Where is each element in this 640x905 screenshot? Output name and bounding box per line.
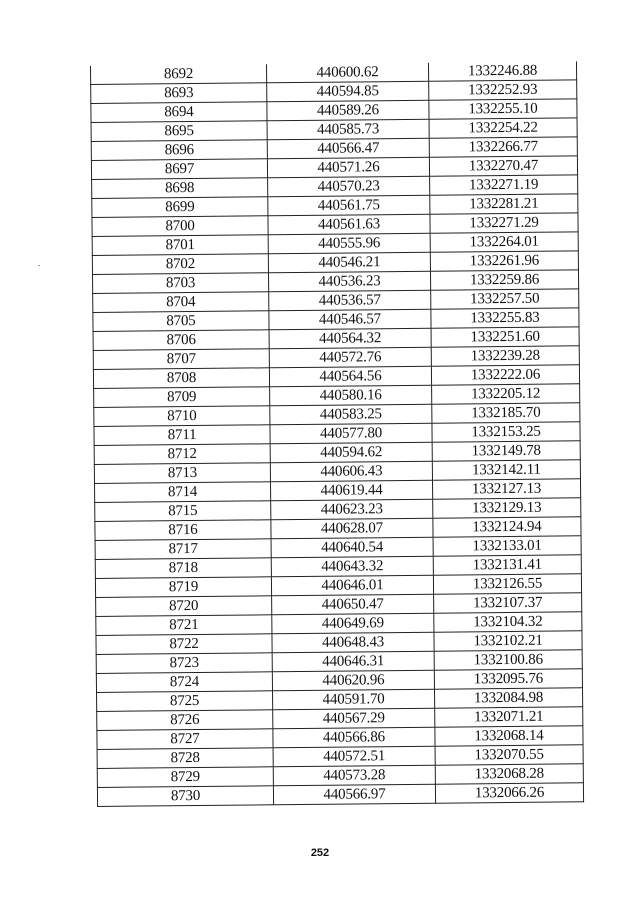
point-number-cell: 8713 xyxy=(94,463,270,484)
point-number-cell: 8707 xyxy=(93,349,269,370)
y-coordinate-cell: 1332261.96 xyxy=(430,251,578,271)
point-number-cell: 8729 xyxy=(97,767,273,788)
scan-speck xyxy=(38,265,40,266)
y-coordinate-cell: 1332100.86 xyxy=(434,650,582,670)
point-number-cell: 8695 xyxy=(91,121,267,142)
x-coordinate-cell: 440564.32 xyxy=(269,328,431,349)
x-coordinate-cell: 440646.01 xyxy=(271,575,433,596)
x-coordinate-cell: 440620.96 xyxy=(272,670,434,691)
point-number-cell: 8711 xyxy=(94,425,270,446)
x-coordinate-cell: 440623.23 xyxy=(271,499,433,520)
y-coordinate-cell: 1332066.26 xyxy=(435,783,583,803)
x-coordinate-cell: 440646.31 xyxy=(272,651,434,672)
x-coordinate-cell: 440619.44 xyxy=(270,480,432,501)
y-coordinate-cell: 1332102.21 xyxy=(434,631,582,651)
x-coordinate-cell: 440580.16 xyxy=(270,385,432,406)
x-coordinate-cell: 440583.25 xyxy=(270,404,432,425)
x-coordinate-cell: 440572.76 xyxy=(269,347,431,368)
x-coordinate-cell: 440577.80 xyxy=(270,423,432,444)
point-number-cell: 8730 xyxy=(97,786,273,807)
x-coordinate-cell: 440640.54 xyxy=(271,537,433,558)
coordinate-table xyxy=(90,61,584,807)
point-number-cell: 8697 xyxy=(91,159,267,180)
x-coordinate-cell: 440591.70 xyxy=(273,689,435,710)
point-number-cell: 8726 xyxy=(97,710,273,731)
table-row xyxy=(97,783,583,807)
x-coordinate-cell: 440566.86 xyxy=(273,727,435,748)
point-number-cell: 8699 xyxy=(92,197,268,218)
y-coordinate-cell: 1332254.22 xyxy=(429,118,577,138)
point-number-cell: 8705 xyxy=(93,311,269,332)
point-number-cell: 8719 xyxy=(95,577,271,598)
y-coordinate-cell: 1332251.60 xyxy=(431,327,579,347)
y-coordinate-cell: 1332071.21 xyxy=(435,707,583,727)
y-coordinate-cell: 1332126.55 xyxy=(433,574,581,594)
y-coordinate-cell: 1332070.55 xyxy=(435,745,583,765)
point-number-cell: 8698 xyxy=(92,178,268,199)
y-coordinate-cell: 1332205.12 xyxy=(432,384,580,404)
x-coordinate-cell: 440561.63 xyxy=(268,214,430,235)
x-coordinate-cell: 440594.85 xyxy=(267,81,429,102)
x-coordinate-cell: 440572.51 xyxy=(273,746,435,767)
point-number-cell: 8701 xyxy=(92,235,268,256)
x-coordinate-cell: 440649.69 xyxy=(272,613,434,634)
y-coordinate-cell: 1332133.01 xyxy=(433,536,581,556)
x-coordinate-cell: 440650.47 xyxy=(272,594,434,615)
x-coordinate-cell: 440585.73 xyxy=(267,119,429,140)
y-coordinate-cell: 1332271.29 xyxy=(430,213,578,233)
point-number-cell: 8694 xyxy=(91,102,267,123)
point-number-cell: 8703 xyxy=(93,273,269,294)
x-coordinate-cell: 440536.57 xyxy=(269,290,431,311)
point-number-cell: 8708 xyxy=(93,368,269,389)
y-coordinate-cell: 1332107.37 xyxy=(434,593,582,613)
y-coordinate-cell: 1332259.86 xyxy=(430,270,578,290)
point-number-cell: 8723 xyxy=(96,653,272,674)
y-coordinate-cell: 1332239.28 xyxy=(431,346,579,366)
x-coordinate-cell: 440606.43 xyxy=(270,461,432,482)
y-coordinate-cell: 1332131.41 xyxy=(433,555,581,575)
y-coordinate-cell: 1332257.50 xyxy=(431,289,579,309)
x-coordinate-cell: 440589.26 xyxy=(267,100,429,121)
x-coordinate-cell: 440555.96 xyxy=(268,233,430,254)
point-number-cell: 8716 xyxy=(95,520,271,541)
point-number-cell: 8693 xyxy=(91,83,267,104)
x-coordinate-cell: 440643.32 xyxy=(271,556,433,577)
point-number-cell: 8715 xyxy=(95,501,271,522)
point-number-cell: 8702 xyxy=(92,254,268,275)
x-coordinate-cell: 440570.23 xyxy=(268,176,430,197)
y-coordinate-cell: 1332222.06 xyxy=(431,365,579,385)
y-coordinate-cell: 1332068.14 xyxy=(435,726,583,746)
y-coordinate-cell: 1332255.10 xyxy=(429,99,577,119)
point-number-cell: 8696 xyxy=(91,140,267,161)
x-coordinate-cell: 440566.47 xyxy=(267,138,429,159)
x-coordinate-cell: 440628.07 xyxy=(271,518,433,539)
x-coordinate-cell: 440571.26 xyxy=(267,157,429,178)
x-coordinate-cell: 440594.62 xyxy=(270,442,432,463)
y-coordinate-cell: 1332252.93 xyxy=(429,80,577,100)
x-coordinate-cell: 440564.56 xyxy=(269,366,431,387)
y-coordinate-cell: 1332264.01 xyxy=(430,232,578,252)
point-number-cell: 8706 xyxy=(93,330,269,351)
x-coordinate-cell: 440567.29 xyxy=(273,708,435,729)
y-coordinate-cell: 1332127.13 xyxy=(432,479,580,499)
x-coordinate-cell: 440546.57 xyxy=(269,309,431,330)
y-coordinate-cell: 1332104.32 xyxy=(434,612,582,632)
coordinate-table-wrapper xyxy=(90,61,583,807)
x-coordinate-cell: 440573.28 xyxy=(273,765,435,786)
x-coordinate-cell: 440600.62 xyxy=(266,63,428,83)
x-coordinate-cell: 440648.43 xyxy=(272,632,434,653)
point-number-cell: 8717 xyxy=(95,539,271,560)
point-number-cell: 8725 xyxy=(97,691,273,712)
point-number-cell: 8710 xyxy=(94,406,270,427)
y-coordinate-cell: 1332246.88 xyxy=(428,61,576,81)
y-coordinate-cell: 1332149.78 xyxy=(432,441,580,461)
y-coordinate-cell: 1332271.19 xyxy=(430,175,578,195)
y-coordinate-cell: 1332068.28 xyxy=(435,764,583,784)
point-number-cell: 8720 xyxy=(96,596,272,617)
y-coordinate-cell: 1332185.70 xyxy=(432,403,580,423)
y-coordinate-cell: 1332084.98 xyxy=(434,688,582,708)
y-coordinate-cell: 1332255.83 xyxy=(431,308,579,328)
y-coordinate-cell: 1332142.11 xyxy=(432,460,580,480)
y-coordinate-cell: 1332129.13 xyxy=(433,498,581,518)
point-number-cell: 8728 xyxy=(97,748,273,769)
point-number-cell: 8700 xyxy=(92,216,268,237)
point-number-cell: 8724 xyxy=(96,672,272,693)
y-coordinate-cell: 1332153.25 xyxy=(432,422,580,442)
point-number-cell: 8704 xyxy=(93,292,269,313)
point-number-cell: 8709 xyxy=(94,387,270,408)
x-coordinate-cell: 440566.97 xyxy=(273,784,435,805)
coordinate-table-body xyxy=(90,61,583,806)
point-number-cell: 8692 xyxy=(90,64,266,84)
page-number: 252 xyxy=(310,847,330,859)
y-coordinate-cell: 1332124.94 xyxy=(433,517,581,537)
point-number-cell: 8718 xyxy=(95,558,271,579)
point-number-cell: 8721 xyxy=(96,615,272,636)
y-coordinate-cell: 1332270.47 xyxy=(429,156,577,176)
point-number-cell: 8722 xyxy=(96,634,272,655)
y-coordinate-cell: 1332266.77 xyxy=(429,137,577,157)
x-coordinate-cell: 440546.21 xyxy=(268,252,430,273)
x-coordinate-cell: 440561.75 xyxy=(268,195,430,216)
point-number-cell: 8714 xyxy=(95,482,271,503)
y-coordinate-cell: 1332095.76 xyxy=(434,669,582,689)
point-number-cell: 8712 xyxy=(94,444,270,465)
x-coordinate-cell: 440536.23 xyxy=(268,271,430,292)
y-coordinate-cell: 1332281.21 xyxy=(430,194,578,214)
point-number-cell: 8727 xyxy=(97,729,273,750)
